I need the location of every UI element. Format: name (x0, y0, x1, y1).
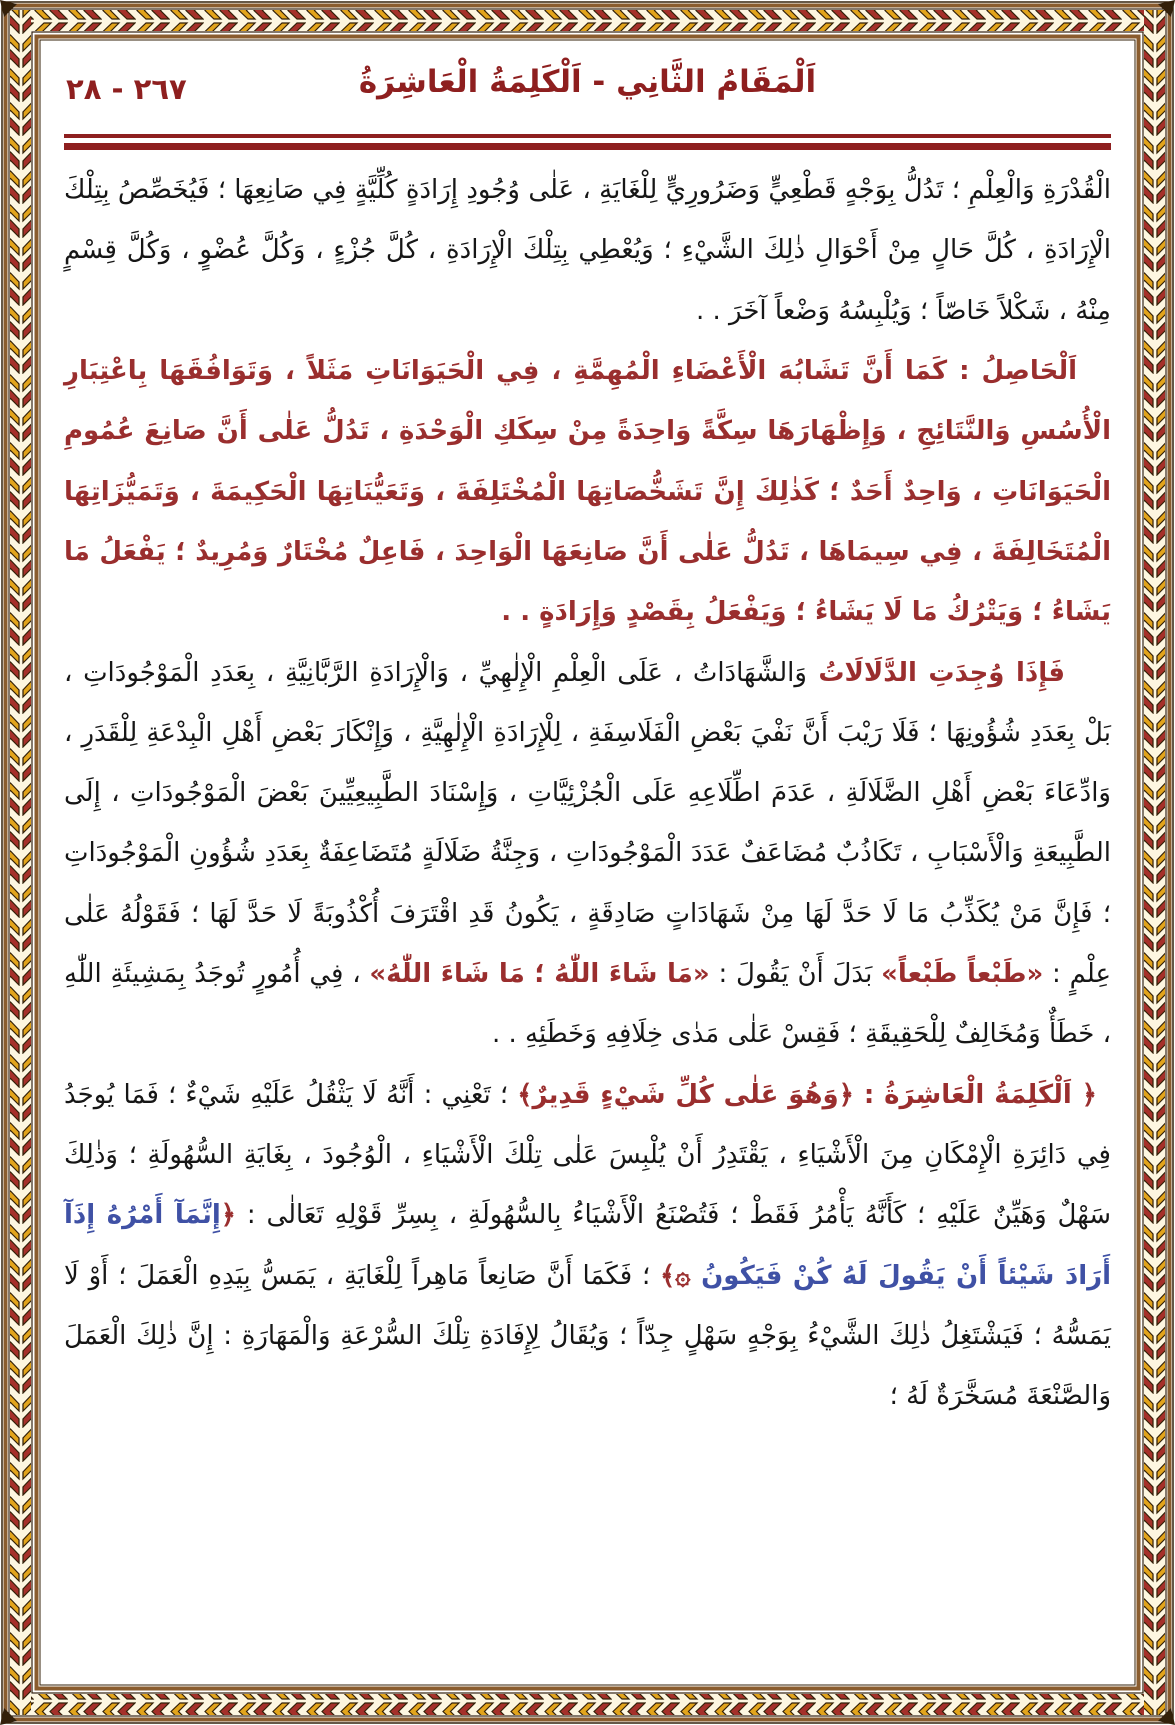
page-title: اَلْمَقَامُ الثَّانِي - اَلْكَلِمَةُ الْعَاشِرَةُ (358, 64, 817, 100)
quran-verse-blue: إِنَّمَآ أَمْرُهُ إِذَآ أَرَادَ شَيْئاً أَنْ يَقُولَ لَهُ كُنْ فَيَكُونُ (64, 1200, 1111, 1291)
paragraph-evidences (64, 643, 1111, 1065)
paragraph-tenth-word (64, 1065, 1111, 1427)
text-segment-red: فَإِذَا وُجِدَتِ الدَّلَالَاتُ (806, 657, 1065, 688)
page-number: ٢٦٧ - ٢٨ (66, 72, 187, 106)
ornate-bracket-icon: ﴿ (220, 1200, 237, 1231)
ornate-bracket-icon: ﴾ (517, 1079, 533, 1110)
text-segment: الْقُدْرَةِ وَالْعِلْمِ ؛ تَدُلُّ بِوَجْهٍ قَطْعِيٍّ وَضَرُورِيٍّ لِلْغَايَةِ ، عَلٰى وُجُودِ إِرَادَةٍ كُلِّيَّةٍ فِي صَانِعِهَا ؛ فَيُخَصِّصُ بِتِلْكَ الْإِرَادَةِ ، كُلَّ حَالٍ مِنْ أَحْوَالِ ذٰلِكَ الشَّيْءِ ؛ وَيُعْطِي بِتِلْكَ الْإِرَادَةِ ، كُلَّ جُزْءٍ ، وَكُلَّ عُضْوٍ ، وَكُلَّ قِسْمٍ مِنْهُ ، شَكْلاً خَاصّاً ؛ وَيُلْبِسُهُ وَضْعاً آخَرَ . . (64, 175, 1111, 326)
paragraph-conclusion-red (64, 341, 1111, 643)
text-segment: بَدَلَ أَنْ يَقُولَ : (709, 959, 882, 990)
paragraph-power-and-knowledge (64, 160, 1111, 341)
ornate-bracket-rosette-icon: ۞﴾ (660, 1260, 702, 1291)
text-segment: وَالشَّهَادَاتُ ، عَلَى الْعِلْمِ الْإِلٰهِيِّ ، وَالْإِرَادَةِ الرَّبَّانِيَّةِ ، بِعَدَدِ الْمَوْجُودَاتِ ، بَلْ بِعَدَدِ شُؤُونِهَا ؛ فَلَا رَيْبَ أَنَّ نَفْيَ بَعْضِ الْفَلَاسِفَةِ ، لِلْإِرَادَةِ الْإِلٰهِيَّةِ ، وَإِنْكَارَ بَعْضِ أَهْلِ الْبِدْعَةِ لِلْقَدَرِ ، وَادِّعَاءَ بَعْضِ أَهْلِ الضَّلَالَةِ ، عَدَمَ اطِّلَاعِهِ عَلَى الْجُزْئِيَّاتِ ، وَإِسْنَادَ الطَّبِيعِيِّينَ بَعْضَ الْمَوْجُودَاتِ ، إِلَى الطَّبِيعَةِ وَالْأَسْبَابِ ، تَكَاذُبٌ مُضَاعَفٌ عَدَدَ الْمَوْجُودَاتِ ، وَجِنَّةُ ضَلَالَةٍ مُتَضَاعِفَةٌ بِعَدَدِ شُؤُونِ الْمَوْجُودَاتِ ؛ فَإِنَّ مَنْ يُكَذِّبُ مَا لَا حَدَّ لَهَا مِنْ شَهَادَاتٍ صَادِقَةٍ ، يَكُونُ قَدِ اقْتَرَفَ أُكْذُوبَةً لَا حَدَّ لَهَا ؛ فَقَوْلُهُ عَلٰى عِلْمٍ : (64, 657, 1111, 990)
text-segment: ؛ فَكَمَا أَنَّ صَانِعاً مَاهِراً لِلْغَايَةِ ، يَمَسُّ بِيَدِهِ الْعَمَلَ ؛ أَوْ لَا يَمَسُّهُ ؛ فَيَشْتَغِلُ ذٰلِكَ الشَّيْءُ بِوَجْهٍ سَهْلٍ جِدّاً ؛ وَيُقَالُ لِإِفَادَةِ تِلْكَ السُّرْعَةِ وَالْمَهَارَةِ : إِنَّ ذٰلِكَ الْعَمَلَ وَالصَّنْعَةَ مُسَخَّرَةٌ لَهُ ؛ (64, 1260, 1111, 1412)
text-segment: ، فِي أُمُورٍ تُوجَدُ بِمَشِيئَةِ اللّٰهِ ، خَطَأٌ وَمُخَالِفٌ لِلْحَقِيقَةِ ؛ فَقِسْ عَلٰى مَدٰى خِلَافِهِ وَخَطَئِهِ . . (64, 959, 1111, 1050)
verse-red: وَهُوَ عَلٰى كُلِّ شَيْءٍ قَدِيرٌ (532, 1079, 839, 1110)
section-heading-red: اَلْكَلِمَةُ الْعَاشِرَةُ : (853, 1079, 1072, 1110)
quoted-phrase-red: «طَبْعاً طَبْعاً» (881, 959, 1044, 990)
ornate-bracket-icon: ﴿ (1071, 1079, 1097, 1110)
ornate-bracket-icon: ﴿ (838, 1079, 854, 1110)
quoted-phrase-red: «مَا شَاءَ اللّٰهُ ؛ مَا شَاءَ اللّٰهُ» (369, 959, 710, 990)
body-text (64, 160, 1111, 1427)
header-divider (64, 134, 1111, 150)
text-segment: ؛ تَعْنِي : أَنَّهُ لَا يَثْقُلُ عَلَيْهِ شَيْءٌ ؛ فَمَا يُوجَدُ فِي دَائِرَةِ الْإِمْكَانِ مِنَ الْأَشْيَاءِ ، يَقْتَدِرُ أَنْ يُلْبِسَ عَلٰى تِلْكَ الْأَشْيَاءِ ، الْوُجُودَ ، بِغَايَةِ السُّهُولَةِ ؛ وَذٰلِكَ سَهْلٌ وَهَيِّنٌ عَلَيْهِ ؛ كَأَنَّهُ يَأْمُرُ فَقَطْ ؛ فَتُصْنَعُ الْأَشْيَاءُ بِالسُّهُولَةِ ، بِسِرِّ قَوْلِهِ تَعَالٰى : (64, 1079, 1112, 1231)
page-header (64, 64, 1111, 118)
text-segment-red: اَلْحَاصِلُ : كَمَا أَنَّ تَشَابُهَ الْأَعْضَاءِ الْمُهِمَّةِ ، فِي الْحَيَوَانَاتِ مَثَلاً ، وَتَوَافُقَهَا بِاعْتِبَارِ الْأُسُسِ وَالنَّتَائِجِ ، وَإِظْهَارَهَا سِكَّةً وَاحِدَةً مِنْ سِكَكِ الْوَحْدَةِ ، تَدُلُّ عَلٰى أَنَّ صَانِعَ عُمُومِ الْحَيَوَانَاتِ ، وَاحِدٌ أَحَدٌ ؛ كَذٰلِكَ إِنَّ تَشَخُّصَاتِهَا الْمُخْتَلِفَةَ ، وَتَعَيُّنَاتِهَا الْحَكِيمَةَ ، وَتَمَيُّزَاتِهَا الْمُتَخَالِفَةَ ، فِي سِيمَاهَا ، تَدُلُّ عَلٰى أَنَّ صَانِعَهَا الْوَاحِدَ ، فَاعِلٌ مُخْتَارٌ وَمُرِيدٌ ؛ يَفْعَلُ مَا يَشَاءُ ؛ وَيَتْرُكُ مَا لَا يَشَاءُ ؛ وَيَفْعَلُ بِقَصْدٍ وَإِرَادَةٍ . . (64, 355, 1111, 628)
